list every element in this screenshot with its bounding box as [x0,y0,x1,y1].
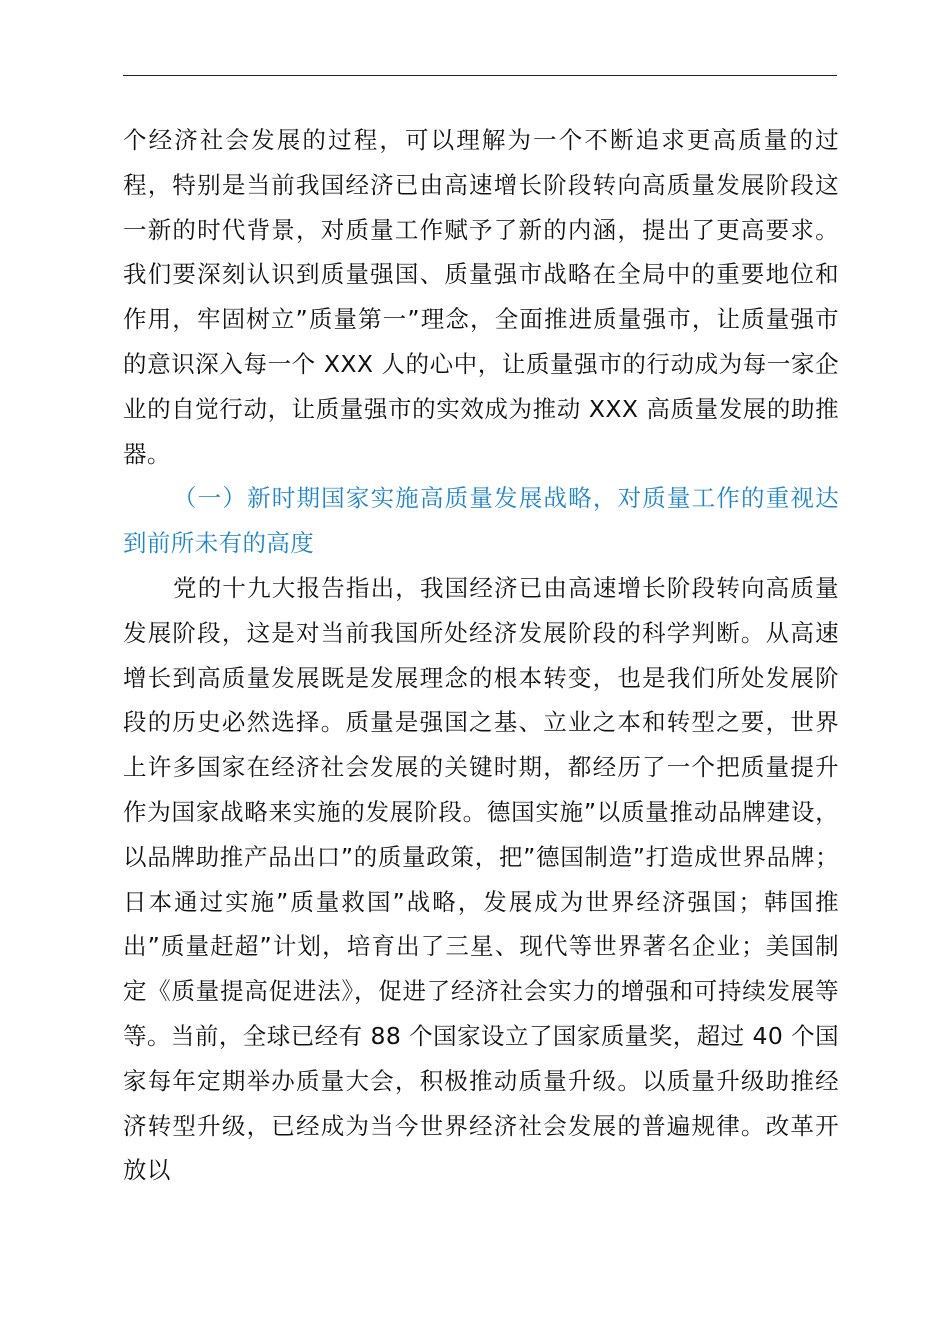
body-paragraph-1: 个经济社会发展的过程，可以理解为一个不断追求更高质量的过程，特别是当前我国经济已由高速增长阶段转向高质量发展阶段这一新的时代背景，对质量工作赋予了新的内涵，提出了更高要求。我们要深刻认识到质量强国、质量强市战略在全局中的重要地位和作用，牢固树立”质量第一”理念，全面推进质量强市，让质量强市的意识深入每一个 XXX 人的心中，让质量强市的行动成为每一家企业的自觉行动，让质量强市的实效成为推动 XXX 高质量发展的助推器。 [123,126,839,468]
section-heading: （一）新时期国家实施高质量发展战略，对质量工作的重视达到前所未有的高度 [123,484,839,558]
header-rule [123,75,837,76]
body-paragraph-2: 党的十九大报告指出，我国经济已由高速增长阶段转向高质量发展阶段，这是对当前我国所处经济发展阶段的科学判断。从高速增长到高质量发展既是发展理念的根本转变，也是我们所处发展阶段的历史必然选择。质量是强国之基、立业之本和转型之要，世界上许多国家在经济社会发展的关键时期，都经历了一个把质量提升作为国家战略来实施的发展阶段。德国实施”以质量推动品牌建设，以品牌助推产品出口”的质量政策，把”德国制造”打造成世界品牌；日本通过实施”质量救国”战略，发展成为世界经济强国；韩国推出”质量赶超”计划，培育出了三星、现代等世界著名企业；美国制定《质量提高促进法》，促进了经济社会实力的增强和可持续发展等等。当前，全球已经有 88 个国家设立了国家质量奖，超过 40 个国家每年定期举办质量大会，积极推动质量升级。以质量升级助推经济转型升级，已经成为当今世界经济社会发展的普遍规律。改革开放以 [123,573,839,1185]
document-body [123,118,839,1193]
